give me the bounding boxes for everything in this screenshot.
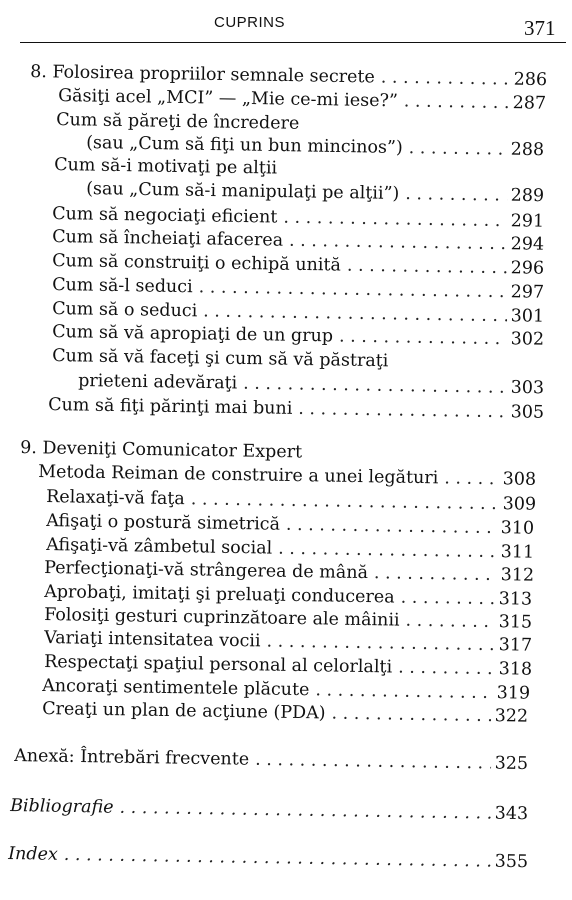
toc-page-number: 317: [498, 635, 533, 656]
toc-entry[interactable]: Cum să-i motivaţi pe alţii: [54, 155, 278, 179]
toc-entry-title: Cum să vă apropiaţi de un grup: [52, 322, 334, 347]
toc-entry-title: Cum să o seduci: [52, 299, 198, 322]
toc-page-number: 289: [510, 185, 545, 207]
dot-leader: [298, 399, 507, 422]
toc-entry[interactable]: [46, 511, 534, 539]
toc-entry-title: Cum să-l seduci: [52, 275, 193, 298]
dot-leader: [266, 631, 494, 655]
dot-leader: [400, 588, 494, 609]
toc-entry[interactable]: Cum să vă faceţi şi cum să vă păstraţi: [52, 346, 389, 372]
dot-leader: [347, 256, 507, 279]
toc-entry-title: Index: [8, 844, 58, 865]
dot-leader: [243, 374, 507, 398]
toc-page-number: 322: [494, 706, 529, 727]
toc-entry[interactable]: [44, 558, 534, 586]
toc-entry-title: Bibliografie: [10, 796, 114, 818]
toc-page-number: 325: [494, 753, 529, 775]
toc-page-number: 310: [500, 518, 535, 539]
toc-entry-title: Variaţi intensitatea vocii: [44, 628, 261, 652]
toc-entry[interactable]: [78, 371, 544, 398]
dot-leader: [198, 277, 506, 302]
dot-leader: [409, 138, 507, 160]
toc-entry-title: Ancoraţi sentimentele plăcute: [42, 676, 310, 701]
toc-page-number: 301: [510, 306, 545, 327]
toc-entry-title: Folosiţi gesturi cuprinzătoare ale mâinii: [44, 605, 400, 631]
toc-entry-title: Găsiţi acel „MCI” — „Mie ce-mi iese?”: [58, 86, 399, 112]
dot-leader: [405, 184, 507, 206]
toc-entry[interactable]: [52, 251, 544, 279]
dot-leader: [405, 611, 494, 632]
toc-page-number: 311: [500, 542, 535, 563]
toc-entry-title: Cum să fiţi părinţi mai buni: [48, 395, 293, 419]
toc-entry-title: 8. Folosirea propriilor semnale secrete: [30, 62, 376, 88]
toc-page-number: 287: [512, 93, 547, 114]
toc-page-number: 343: [494, 803, 529, 825]
toc-chapter-9[interactable]: 9. Deveniţi Comunicator Expert: [20, 438, 303, 463]
toc-page-number: 296: [510, 258, 545, 279]
toc-entry-method[interactable]: [38, 462, 536, 490]
toc-entry-title: prieteni adevăraţi: [78, 371, 238, 394]
toc-entry[interactable]: [52, 275, 544, 303]
toc-page-number: 319: [496, 683, 531, 704]
toc-entry[interactable]: [52, 227, 544, 255]
dot-leader: [398, 658, 495, 680]
dot-leader: [119, 798, 490, 824]
toc-entry-title: (sau „Cum să-i manipulaţi pe alţii”): [86, 179, 400, 204]
toc-index[interactable]: [8, 844, 528, 872]
dot-leader: [289, 231, 507, 254]
toc-page-number: 302: [510, 329, 545, 350]
dot-leader: [315, 680, 493, 703]
toc-entry[interactable]: [86, 179, 544, 206]
dot-leader: [286, 515, 497, 538]
header-rule: [20, 42, 566, 43]
dot-leader: [278, 539, 497, 562]
page-number: 371: [524, 16, 556, 40]
toc-entry-title: Creaţi un plan de acţiune (PDA): [42, 699, 326, 724]
toc-entry-title: Perfecţionaţi-vă strângerea de mână: [44, 558, 369, 584]
toc-appendix[interactable]: [14, 746, 528, 774]
toc-page-number: 313: [498, 589, 533, 610]
toc-entry-title: (sau „Cum să fiţi un bun mincinos”): [86, 133, 403, 158]
toc-entry[interactable]: [58, 86, 546, 114]
toc-entry-title: Cum să încheiaţi afacerea: [52, 227, 284, 251]
toc-bibliography[interactable]: [10, 796, 528, 824]
toc-page-number: 291: [510, 211, 545, 232]
toc-entry-title: Afişaţi o postură simetrică: [46, 511, 281, 535]
dot-leader: [374, 563, 497, 585]
toc-page-number: 294: [510, 234, 545, 255]
toc-entry[interactable]: [48, 395, 544, 423]
dot-leader: [331, 704, 490, 726]
toc-entry-title: Afişaţi-vă zâmbetul social: [46, 535, 273, 559]
dot-leader: [404, 91, 509, 113]
toc-entry[interactable]: [44, 652, 532, 680]
toc-page-number: 288: [510, 139, 545, 161]
dot-leader: [64, 845, 491, 872]
dot-leader: [444, 468, 499, 489]
toc-entry-title: Aprobaţi, imitaţi şi preluaţi conducerea: [44, 582, 395, 608]
toc-entry-title: Respectaţi spaţiul personal al celorlalţi: [44, 652, 393, 678]
toc-entry-title: Anexă: Întrebări frecvente: [14, 746, 250, 770]
dot-leader: [191, 489, 499, 514]
toc-page-number: 308: [502, 469, 537, 490]
toc-page-number: 303: [510, 377, 545, 399]
toc-entry-title: Metoda Reiman de construire a unei legături: [38, 462, 439, 489]
toc-entry-title: Cum să construiţi o echipă unită: [52, 251, 342, 276]
dot-leader: [203, 301, 507, 326]
toc-page-number: 305: [510, 402, 545, 423]
toc-page-number: 312: [500, 565, 535, 586]
toc-entry-title: Cum să negociaţi eficient: [52, 204, 278, 228]
toc-page-number: 318: [498, 659, 533, 680]
toc-entry[interactable]: [46, 487, 536, 515]
toc-entry[interactable]: [44, 628, 532, 656]
toc-page-number: 315: [498, 612, 533, 633]
toc-page-number: 355: [494, 851, 529, 873]
toc-page-number: 309: [502, 494, 537, 515]
toc-page-number: 297: [510, 282, 545, 303]
toc-entry-title: Relaxaţi-vă faţa: [46, 487, 185, 510]
dot-leader: [255, 750, 491, 774]
dot-leader: [339, 327, 507, 350]
toc-entry[interactable]: [42, 699, 528, 727]
toc-entry[interactable]: [52, 322, 544, 350]
running-head-title: CUPRINS: [214, 14, 286, 31]
toc-entry[interactable]: Cum să păreţi de încredere: [56, 110, 300, 134]
dot-leader: [283, 208, 507, 232]
dot-leader: [381, 68, 510, 90]
toc-page-number: 286: [513, 69, 548, 91]
